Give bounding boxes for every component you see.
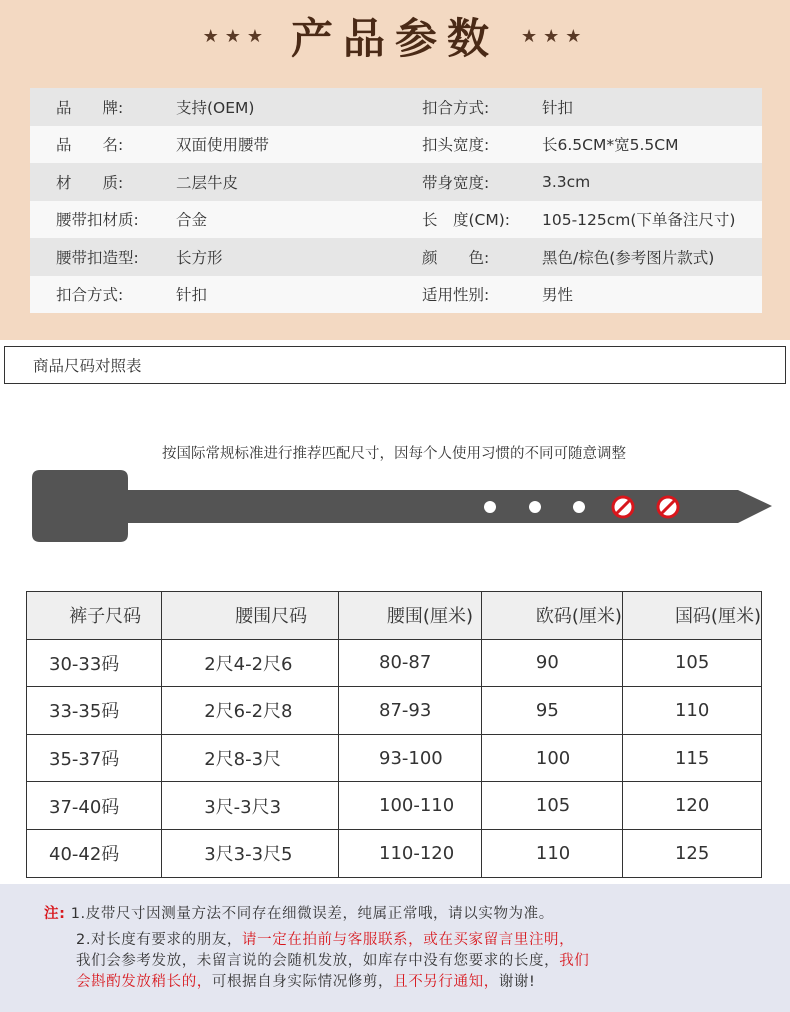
- param-value: 3.3cm: [542, 172, 591, 191]
- product-params-section: [0, 0, 790, 340]
- table-cell: 3尺3-3尺5: [162, 829, 339, 877]
- table-cell: 87-93: [339, 687, 482, 735]
- note-line-1: [44, 904, 554, 925]
- table-cell: 2尺8-3尺: [162, 734, 339, 782]
- table-cell: 40-42码: [27, 829, 162, 877]
- table-cell: 80-87: [339, 639, 482, 687]
- param-value: 长方形: [176, 248, 223, 267]
- notes-section: [0, 884, 790, 1012]
- no-hole-icon: [658, 497, 678, 517]
- note-label: 注:: [44, 906, 66, 922]
- table-cell: 90: [481, 639, 622, 687]
- column-header: 欧码(厘米): [481, 592, 622, 640]
- param-value: 支持(OEM): [176, 98, 255, 117]
- param-value: 105-125cm(下单备注尺寸): [542, 211, 736, 230]
- table-row: [27, 639, 762, 687]
- title-stars-left: ★★★: [202, 25, 269, 47]
- param-key: 腰带扣造型:: [56, 248, 139, 267]
- param-key: 腰带扣材质:: [56, 211, 139, 230]
- param-value: 双面使用腰带: [176, 136, 270, 155]
- table-cell: 3尺-3尺3: [162, 782, 339, 830]
- note-text-red: 请一定在拍前与客服联系，或在买家留言里注明，: [242, 932, 575, 948]
- table-cell: 110: [481, 829, 622, 877]
- param-row: [30, 163, 762, 201]
- table-cell: 37-40码: [27, 782, 162, 830]
- note-line-3: [76, 951, 589, 972]
- table-cell: 100-110: [339, 782, 482, 830]
- param-key: 扣合方式:: [56, 286, 124, 305]
- note-text: 2.对长度有要求的朋友，: [76, 932, 243, 948]
- table-cell: 110-120: [339, 829, 482, 877]
- param-value: 二层牛皮: [176, 173, 239, 192]
- table-cell: 110: [622, 687, 761, 735]
- table-row: [27, 687, 762, 735]
- table-cell: 93-100: [339, 734, 482, 782]
- note-text: 谢谢!: [498, 974, 536, 990]
- table-row: [27, 782, 762, 830]
- param-key: 长 度(CM):: [422, 211, 511, 230]
- table-cell: 115: [622, 734, 761, 782]
- column-header: 腰围(厘米): [339, 592, 482, 640]
- param-key: 带身宽度:: [422, 173, 490, 192]
- belt-hole-icon: [484, 501, 496, 513]
- note-line-4: [76, 972, 535, 993]
- param-key: 扣头宽度:: [422, 136, 490, 155]
- param-value: 黑色/棕色(参考图片款式): [542, 248, 715, 267]
- param-key: 适用性别:: [422, 286, 490, 305]
- note-text: 我们会参考发放，未留言说的会随机发放，如库存中没有您要求的长度，: [76, 953, 560, 969]
- page-title: 产品参数: [290, 14, 499, 63]
- size-table: [26, 591, 762, 878]
- params-title-row: [0, 0, 790, 72]
- param-key: 品 名:: [56, 136, 124, 155]
- column-header: 国码(厘米): [622, 592, 761, 640]
- table-cell: 125: [622, 829, 761, 877]
- belt-fit-note: 按国际常规标准进行推荐匹配尺寸，因每个人使用习惯的不同可随意调整: [162, 446, 626, 462]
- param-value: 合金: [176, 211, 208, 230]
- table-cell: 30-33码: [27, 639, 162, 687]
- param-row: [30, 88, 762, 126]
- table-cell: 33-35码: [27, 687, 162, 735]
- note-text-red: 会斟酌发放稍长的，: [76, 974, 212, 990]
- table-cell: 95: [481, 687, 622, 735]
- table-cell: 2尺6-2尺8: [162, 687, 339, 735]
- param-value: 针扣: [542, 98, 574, 117]
- note-line-2: [76, 930, 574, 951]
- param-key: 品 牌:: [56, 98, 124, 117]
- size-chart-header: 商品尺码对照表: [4, 346, 786, 384]
- param-value: 针扣: [176, 286, 208, 305]
- param-value: 男性: [542, 286, 574, 305]
- column-header: 裤子尺码: [27, 592, 162, 640]
- table-row: [27, 829, 762, 877]
- params-table: [30, 88, 762, 313]
- title-stars-right: ★★★: [521, 25, 588, 47]
- table-cell: 100: [481, 734, 622, 782]
- param-row: [30, 238, 762, 276]
- belt-diagram: [0, 462, 790, 562]
- table-row: [27, 734, 762, 782]
- size-table-header-row: [27, 592, 762, 640]
- note-text: 可根据自身实际情况修剪，: [211, 974, 394, 990]
- param-row: [30, 126, 762, 164]
- note-text-red: 且不另行通知，: [393, 974, 499, 990]
- table-cell: 35-37码: [27, 734, 162, 782]
- note-text-red: 我们: [559, 953, 590, 969]
- table-cell: 105: [622, 639, 761, 687]
- param-key: 颜 色:: [422, 248, 490, 267]
- column-header: 腰围尺码: [162, 592, 339, 640]
- param-value: 长6.5CM*宽5.5CM: [542, 136, 679, 155]
- param-row: [30, 201, 762, 239]
- no-hole-icon: [613, 497, 633, 517]
- table-cell: 2尺4-2尺6: [162, 639, 339, 687]
- note-text: 1.皮带尺寸因测量方法不同存在细微误差，纯属正常哦，请以实物为准。: [70, 906, 554, 922]
- belt-hole-icon: [573, 501, 585, 513]
- table-cell: 105: [481, 782, 622, 830]
- table-cell: 120: [622, 782, 761, 830]
- param-key: 材 质:: [56, 173, 124, 192]
- belt-hole-icon: [529, 501, 541, 513]
- param-key: 扣合方式:: [422, 98, 490, 117]
- param-row: [30, 276, 762, 314]
